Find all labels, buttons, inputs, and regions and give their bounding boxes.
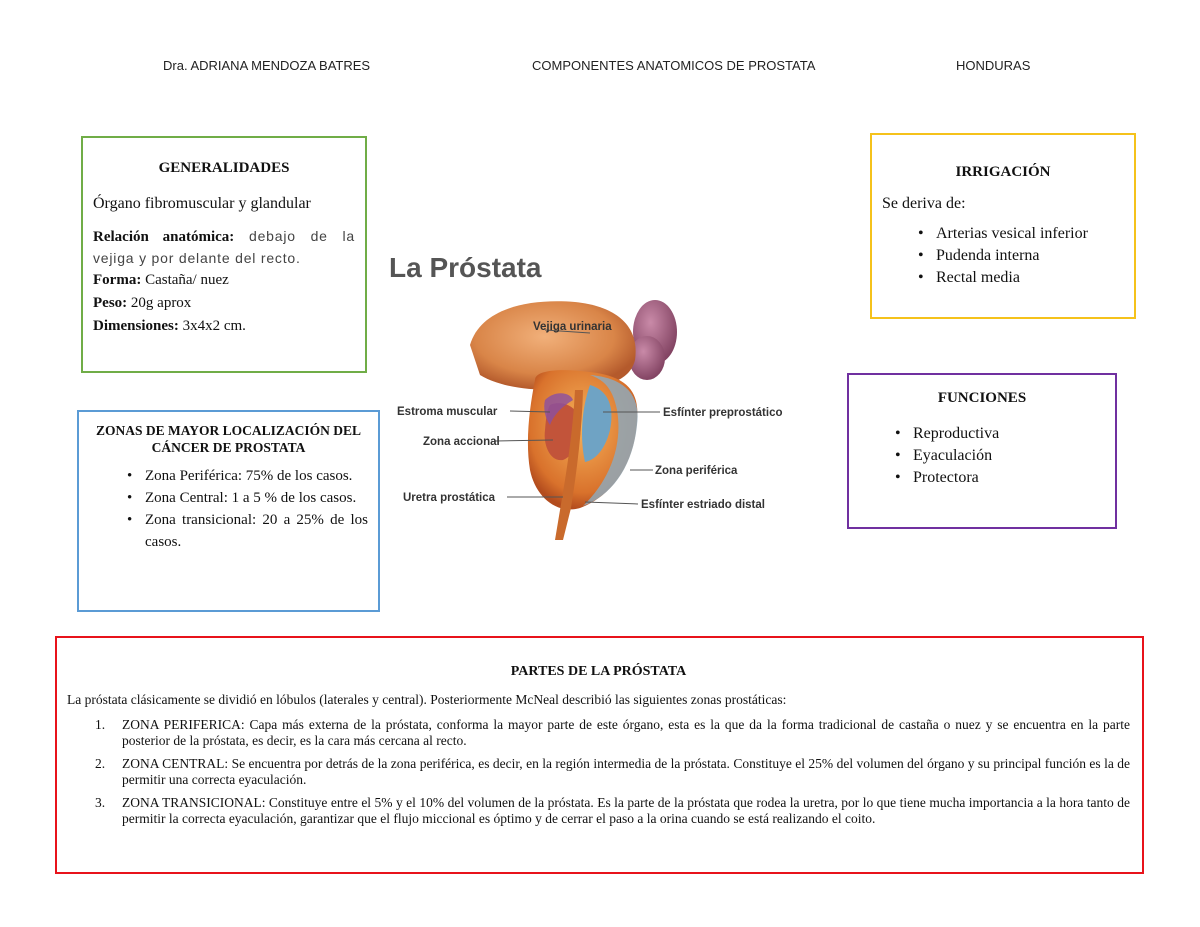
leader-line — [585, 502, 638, 504]
relacion-value: debajo de la vejiga y por delante del recto. — [93, 228, 355, 266]
parte-text: ZONA TRANSICIONAL: Constituye entre el 5% y el 10% del volumen de la próstata. Es la parte de la próstata que rodea la uretra, por lo que tiene mucha importancia a la hora tanto de permitir la correcta eyaculación, garantizar que el flujo miccional es óptimo y de cerrar el paso a la orina cuando se está realizando el coito. — [122, 795, 1130, 826]
zonas-title: ZONAS DE MAYOR LOCALIZACIÓN DEL CÁNCER DE PROSTATA — [95, 423, 362, 455]
peso-label: Peso: — [93, 295, 128, 311]
zona-item: • Zona Central: 1 a 5 % de los casos. — [123, 487, 368, 509]
parte-item — [67, 717, 1130, 748]
prostate-figure — [385, 240, 805, 550]
dimensiones-value: 3x4x2 cm. — [178, 318, 246, 334]
relacion-label: Relación anatómica: — [93, 229, 235, 245]
label-estroma: Estroma muscular — [397, 406, 498, 418]
irrigacion-item: • Arterias vesical inferior — [914, 223, 1124, 245]
zonas-box — [77, 410, 380, 612]
label-uretra: Uretra prostática — [403, 492, 496, 504]
figure-title: La Próstata — [389, 252, 542, 283]
label-vejiga: Vejiga urinaria — [533, 321, 612, 333]
partes-box — [55, 636, 1144, 874]
parte-number: 3. — [95, 795, 106, 810]
generalidades-title: GENERALIDADES — [158, 160, 290, 176]
funcion-item: • Eyaculación — [891, 445, 1105, 467]
funcion-item: • Reproductiva — [891, 423, 1105, 445]
label-preprostatico: Esfínter preprostático — [663, 407, 783, 419]
irrigacion-title: IRRIGACIÓN — [955, 164, 1051, 180]
funciones-box — [847, 373, 1117, 529]
irrigacion-item: • Rectal media — [914, 267, 1124, 289]
zona-item: • Zona Periférica: 75% de los casos. — [123, 465, 368, 487]
label-estriado: Esfínter estriado distal — [641, 499, 765, 511]
parte-number: 2. — [95, 756, 106, 771]
parte-item — [67, 795, 1130, 826]
forma-label: Forma: — [93, 272, 142, 288]
irrigacion-box — [870, 133, 1136, 319]
relacion-anatomica — [93, 226, 355, 270]
partes-intro: La próstata clásicamente se dividió en lóbulos (laterales y central). Posteriormente McNeal describió las siguientes zonas prostáticas: — [67, 691, 787, 707]
irrigacion-intro: Se deriva de: — [882, 195, 966, 212]
funcion-item: • Protectora — [891, 467, 1105, 489]
funciones-list — [859, 423, 1105, 489]
prostate-illustration — [385, 240, 805, 550]
generalidades-box — [81, 136, 367, 373]
zona-item: • Zona transicional: 20 a 25% de los casos. — [123, 509, 368, 553]
header-country: HONDURAS — [956, 58, 1031, 73]
parte-text: ZONA CENTRAL: Se encuentra por detrás de la zona periférica, es decir, en la región intermedia de la próstata. Constituye el 25% del volumen del órgano y su principal función es la de permitir una correcta eyaculación. — [122, 756, 1130, 787]
parte-text: ZONA PERIFERICA: Capa más externa de la próstata, conforma la mayor parte de este órgano, esta es la que da la forma tradicional de castaña o nuez y se encuentra en la parte posterior de la próstata, es decir, es la cara más cercana al recto. — [122, 717, 1130, 748]
generalidades-line1: Órgano fibromuscular y glandular — [93, 195, 311, 212]
irrigacion-list — [882, 223, 1124, 289]
peso-line — [93, 293, 355, 314]
header-author: Dra. ADRIANA MENDOZA BATRES — [163, 58, 371, 73]
label-periferica: Zona periférica — [655, 465, 738, 477]
label-accional: Zona accional — [423, 436, 500, 448]
forma-line — [93, 270, 355, 291]
dimensiones-label: Dimensiones: — [93, 318, 179, 334]
dimensiones-line — [93, 316, 355, 337]
partes-title: PARTES DE LA PRÓSTATA — [510, 664, 687, 679]
zonas-list — [89, 465, 368, 553]
partes-list — [67, 717, 1130, 826]
peso-value: 20g aprox — [127, 295, 192, 311]
funciones-title: FUNCIONES — [937, 390, 1027, 406]
parte-number: 1. — [95, 717, 106, 732]
irrigacion-item: • Pudenda interna — [914, 245, 1124, 267]
parte-item — [67, 756, 1130, 787]
forma-value: Castaña/ nuez — [141, 272, 229, 288]
header-title: COMPONENTES ANATOMICOS DE PROSTATA — [532, 58, 816, 73]
